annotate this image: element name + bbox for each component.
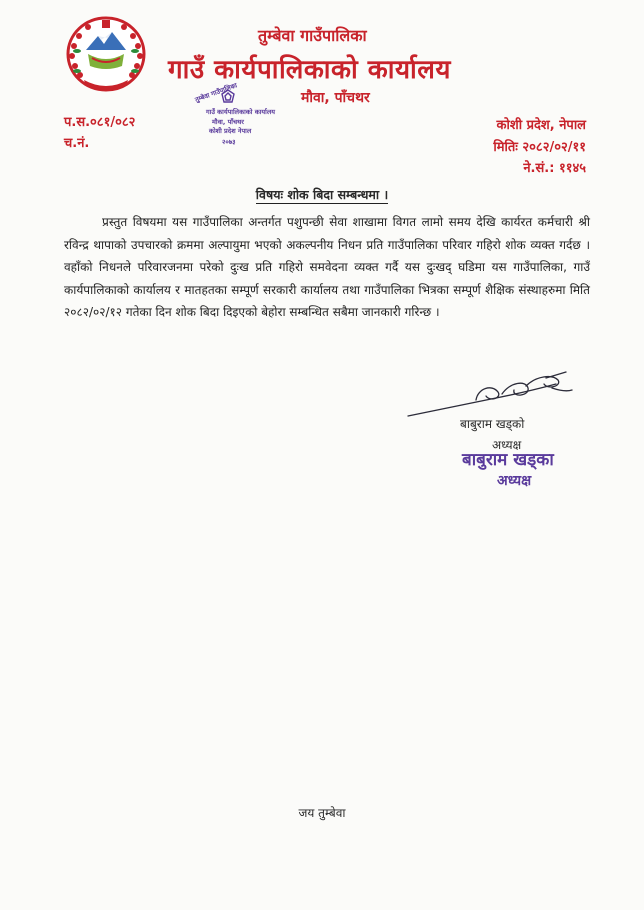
office-seal-stamp [192,81,275,152]
closing-salutation: जय तुम्बेवा [298,806,346,820]
office-address: मौवा, पाँचथर [301,90,370,106]
signatory-title: अध्यक्ष [492,438,522,452]
stamp-signatory-name: बाबुराम खड्का [462,450,554,470]
seal-text-4: कोशी प्रदेश नेपाल [209,127,252,135]
fiscal-year: प.स.०८१/०८२ [64,115,136,130]
reference-number: ने.सं.: ११४५ [523,161,586,176]
seal-text-2: गाउँ कार्यपालिकाको कार्यालय [206,108,275,116]
seal-text-3: मौवा, पाँचथर [212,118,244,126]
province-label: कोशी प्रदेश, नेपाल [496,118,586,133]
nepal-emblem-icon [64,14,148,92]
stamp-signatory-title: अध्यक्ष [497,473,532,489]
chalani-number: च.नं. [64,136,90,151]
subject-text: विषयः शोक बिदा सम्बन्धमा । [255,187,389,202]
office-title: गाउँ कार्यपालिकाको कार्यालय [168,55,451,85]
subject-line [0,186,644,203]
letter-body: प्रस्तुत विषयमा यस गाउँपालिका अन्तर्गत पशुपन्छी सेवा शाखामा विगत लामो समय देखि कार्यरत कर्मचारी श्री रविन्द्र थापाको उपचारको क्रममा अल्पायुमा भएको अकल्पनीय निधन प्रति गाउँपालिका परिवार गहिरो शोक व्यक्त गर्दछ । वहाँको निधनले परिवारजनमा परेको दुःख प्रति गहिरो समवेदना व्यक्त गर्दै यस दुःखद् घडिमा यस गाउँपालिका, गाउँ कार्यपालिकाको कार्यालय र मातहतका सम्पूर्ण सरकारी कार्यालय तथा गाउँपालिका भित्रका सम्पूर्ण शैक्षिक संस्थाहरुमा मिति २०८२/०२/१२ गतेका दिन शोक बिदा दिइएको बेहोरा सम्बन्धित सबैमा जानकारी गरिन्छ । [64,215,590,320]
municipality-name: तुम्बेवा गाउँपालिका [258,26,367,45]
signatory-name: बाबुराम खड्को [460,417,525,431]
seal-text-1: तुम्बेवा गाउँपालिका [193,81,239,104]
letter-date: मितिः २०८२/०२/११ [493,140,586,155]
seal-text-5: २०७३ [222,138,236,146]
